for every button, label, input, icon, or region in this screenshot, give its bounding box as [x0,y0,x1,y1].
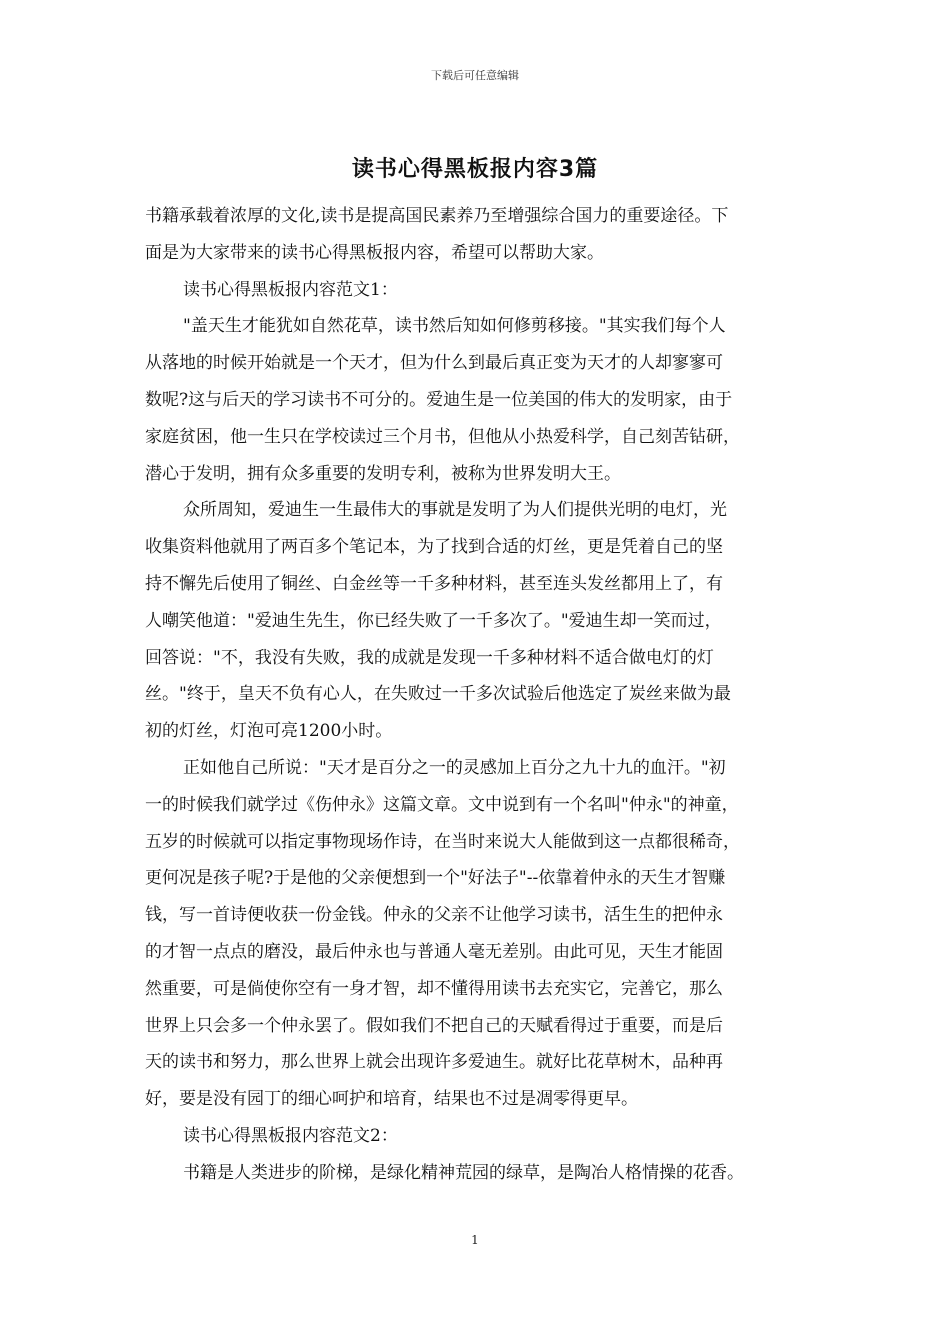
text-line: 钱，写一首诗便收获一份金钱。仲永的父亲不让他学习读书，活生生的把仲永 [145,905,723,926]
text-line: 好，要是没有园丁的细心呵护和培育，结果也不过是凋零得更早。 [145,1089,638,1110]
text-line: 读书心得黑板报内容范文1： [183,279,398,300]
text-line: "盖天生才能犹如自然花草，读书然后知如何修剪移接。"其实我们每个人 [183,316,726,337]
header-note: 下载后可任意编辑 [431,69,519,82]
text-line: 家庭贫困，他一生只在学校读过三个月书，但他从小热爱科学，自己刻苦钻研， [145,426,740,447]
text-line: 书籍是人类进步的阶梯，是绿化精神荒园的绿草，是陶冶人格情操的花香。 [183,1162,744,1183]
text-line: 一的时候我们就学过《伤仲永》这篇文章。文中说到有一个名叫"仲永"的神童， [145,794,739,815]
text-line: 天的读书和努力，那么世界上就会出现许多爱迪生。就好比花草树木，品种再 [145,1052,723,1073]
text-line: 初的灯丝，灯泡可亮1200小时。 [145,721,393,742]
text-line: 五岁的时候就可以指定事物现场作诗，在当时来说大人能做到这一点都很稀奇， [145,831,740,852]
text-line: 更何况是孩子呢?于是他的父亲便想到一个"好法子"--依靠着仲永的天生才智赚 [145,868,726,889]
text-line: 数呢?这与后天的学习读书不可分的。爱迪生是一位美国的伟大的发明家，由于 [145,389,733,410]
text-line: 丝。"终于，皇天不负有心人，在失败过一千多次试验后他选定了炭丝来做为最 [145,684,731,705]
text-line: 收集资料他就用了两百多个笔记本，为了找到合适的灯丝，更是凭着自己的坚 [145,537,723,558]
text-line: 面是为大家带来的读书心得黑板报内容，希望可以帮助大家。 [145,242,604,263]
text-line: 人嘲笑他道："爱迪生先生，你已经失败了一千多次了。"爱迪生却一笑而过， [145,610,722,631]
text-line: 正如他自己所说："天才是百分之一的灵感加上百分之九十九的血汗。"初 [183,757,726,778]
text-line: 然重要，可是倘使你空有一身才智，却不懂得用读书去充实它，完善它，那么 [145,978,723,999]
text-line: 世界上只会多一个仲永罢了。假如我们不把自己的天赋看得过于重要，而是后 [145,1015,723,1036]
text-line: 书籍承载着浓厚的文化,读书是提高国民素养乃至增强综合国力的重要途径。下 [145,206,729,226]
document-title: 读书心得黑板报内容3篇 [351,157,599,182]
text-line: 的才智一点点的磨没，最后仲永也与普通人毫无差别。由此可见，天生才能固 [145,941,723,962]
page-number: 1 [471,1233,479,1247]
body-text [145,198,810,1192]
text-line: 持不懈先后使用了铜丝、白金丝等一千多种材料，甚至连头发丝都用上了，有 [145,573,723,594]
text-line: 从落地的时候开始就是一个天才，但为什么到最后真正变为天才的人却寥寥可 [145,353,723,374]
text-line: 回答说："不，我没有失败，我的成就是发现一千多种材料不适合做电灯的灯 [145,647,714,668]
text-line: 读书心得黑板报内容范文2： [183,1125,398,1146]
text-line: 众所周知，爱迪生一生最伟大的事就是发明了为人们提供光明的电灯，光 [183,500,727,521]
text-line: 潜心于发明，拥有众多重要的发明专利，被称为世界发明大王。 [145,463,621,484]
